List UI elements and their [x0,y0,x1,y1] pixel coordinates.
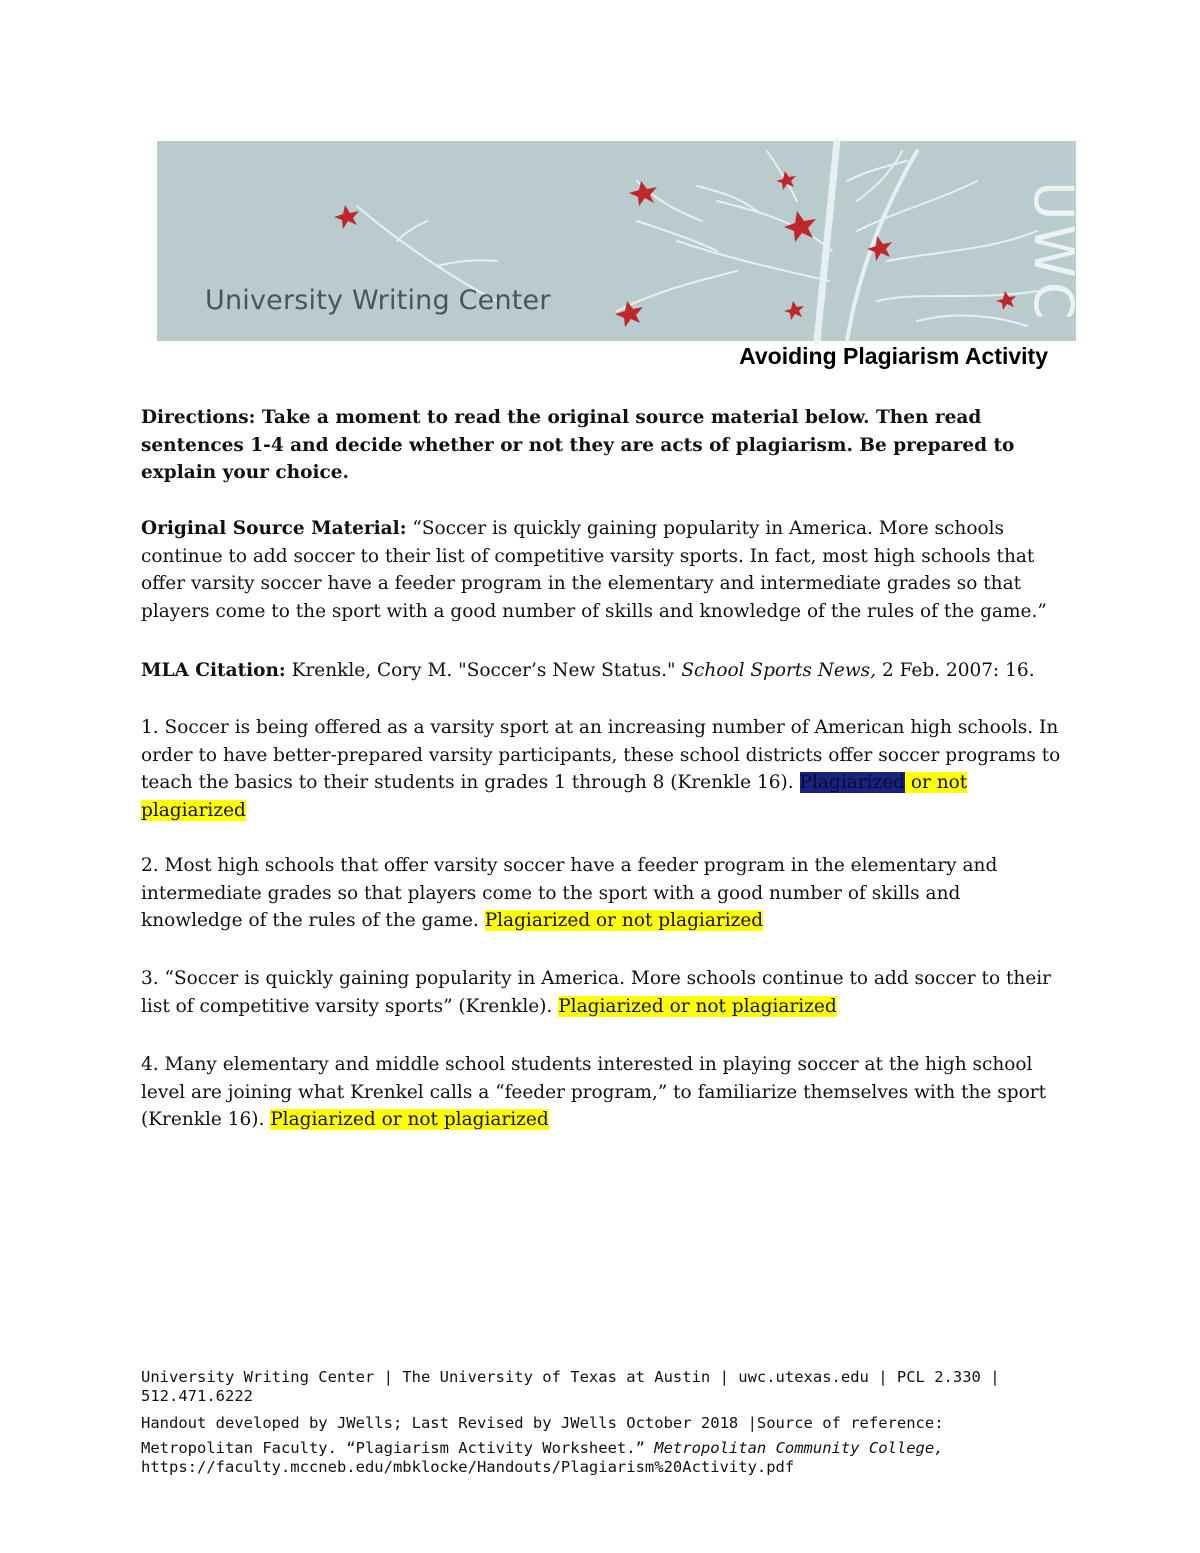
question-text: 1. Soccer is being offered as a varsity sport at an increasing number of American high schools. In order to have better-prepared varsity participants, these school districts offer soccer programs to teach the basics to their students in grades 1 through 8 (Krenkle 16). [141,717,1061,793]
mla-label: MLA Citation: [141,660,286,681]
question-item-3 [141,965,1066,1020]
mla-text-before: Krenkle, Cory M. "Soccer’s New Status." [285,660,682,681]
answer-choice-selected[interactable]: Plagiarized [799,772,905,793]
question-item-2 [141,852,1066,935]
answer-choice[interactable]: Plagiarized or not plagiarized [558,995,837,1017]
original-source-label: Original Source Material: [141,518,407,539]
question-item-1 [141,714,1066,824]
footer-revision-line: Handout developed by JWells; Last Revised by JWells October 2018 |Source of reference: [141,1414,944,1432]
mla-citation [141,657,1066,685]
answer-choice[interactable]: Plagiarized or not plagiarized [270,1109,549,1130]
mla-journal: School Sports News, [681,660,877,681]
header-banner [157,141,1085,341]
original-source-text: “Soccer is quickly gaining popularity in America. More schools continue to add soccer to their list of competitive varsity sports. In fact, most high schools that offer varsity soccer have a feeder program in the elementary and intermediate grades so that players come to the sport with a good number of skills and knowledge of the rules of the game.” [141,518,1047,622]
reference-text: Metropolitan Faculty. “Plagiarism Activity Worksheet.” [141,1439,655,1457]
footer-reference-line [141,1439,1071,1458]
footer [141,1368,1071,1477]
question-text: 3. “Soccer is quickly gaining popularity in America. More schools continue to add soccer to their list of competitive varsity sports” (Krenkle). [141,968,1052,1017]
reference-journal: Metropolitan Community College, [654,1439,944,1457]
answer-choice[interactable]: Plagiarized or not plagiarized [484,910,764,931]
question-item-4 [141,1051,1066,1134]
mla-text-after: 2 Feb. 2007: 16. [876,660,1035,681]
banner-title: University Writing Center [205,285,551,316]
answer-choice-rest[interactable]: or not plagiarized [141,772,968,821]
question-text: 2. Most high schools that offer varsity soccer have a feeder program in the elementary and intermediate grades so that players come to the sport with a good number of skills and knowledge of the rules of the game. [141,855,998,931]
question-text: 4. Many elementary and middle school students interested in playing soccer at the high school level are joining what Krenkel calls a “feeder program,” to familiarize themselves with the sport (Krenkle 16). [141,1054,1047,1130]
uwc-logo: UWC [1022,181,1085,324]
activity-title: Avoiding Plagiarism Activity [739,343,1048,369]
directions: Directions: Take a moment to read the original source material below. Then read sentences 1-4 and decide whether or not they are acts of plagiarism. Be prepared to explain your choice. [141,407,1015,483]
footer-contact-line: University Writing Center | The University of Texas at Austin | uwc.utexas.edu | PCL 2.330 | 512.471.6222 [141,1368,1000,1405]
original-source-paragraph [141,515,1066,625]
footer-reference-url[interactable]: https://faculty.mccneb.edu/mbklocke/Handouts/Plagiarism%20Activity.pdf [141,1458,795,1476]
